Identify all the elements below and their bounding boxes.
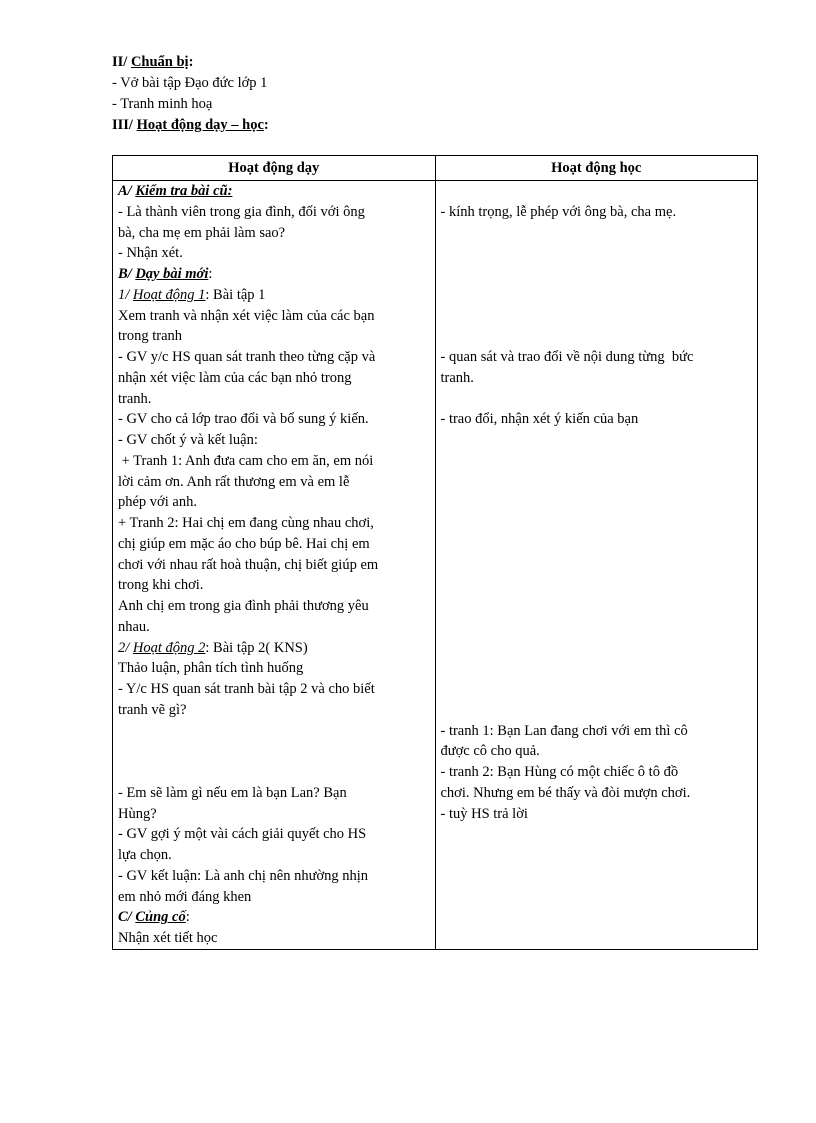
spacer-line — [441, 596, 754, 617]
learn-line: được cô cho quả. — [440, 743, 540, 760]
section-3-colon: : — [263, 117, 269, 133]
activity-2-number: 2/ — [118, 639, 130, 656]
section-2-heading — [112, 52, 269, 73]
teach-line: - GV cho cả lớp trao đổi và bổ sung ý kiến. — [118, 411, 369, 428]
part-b-title: Dạy bài mới — [135, 266, 209, 282]
part-c-title: Củng cố — [135, 909, 186, 926]
teach-line: trong tranh — [118, 328, 183, 345]
teach-line: - GV kết luận: Là anh chị nên nhường nhịn — [118, 867, 369, 884]
spacer-line — [441, 285, 754, 306]
teach-line: tranh. — [118, 390, 152, 407]
spacer-line — [441, 243, 754, 264]
teaching-column-header: Hoạt động dạy — [113, 156, 436, 181]
teach-line: nhau. — [118, 618, 150, 635]
section-2-colon: : — [188, 54, 194, 70]
section-3-heading — [112, 115, 269, 136]
section-3-number: III/ — [112, 117, 133, 133]
activity-1-number: 1/ — [118, 286, 130, 303]
teach-line: nhận xét việc làm của các bạn nhỏ trong — [118, 369, 352, 386]
teach-line: - GV gợi ý một vài cách giải quyết cho HS — [118, 826, 367, 843]
teach-line: Xem tranh và nhận xét việc làm của các bạn — [118, 307, 375, 324]
section-2-title: Chuẩn bị — [130, 54, 189, 70]
spacer-line — [441, 513, 754, 534]
spacer-line — [441, 264, 754, 285]
spacer-line — [441, 617, 754, 638]
spacer-line — [441, 472, 754, 493]
spacer-line — [441, 575, 754, 596]
spacer-line — [441, 306, 754, 327]
teach-line: chị giúp em mặc áo cho búp bê. Hai chị em — [118, 535, 370, 552]
teach-line: - Y/c HS quan sát tranh bài tập 2 và cho biết — [118, 681, 375, 697]
teach-line: chơi với nhau rất hoà thuận, chị biết giúp em — [118, 556, 379, 573]
spacer-line — [441, 181, 754, 202]
spacer-line — [441, 658, 754, 679]
teach-line: Nhận xét tiết học — [118, 930, 218, 946]
table-header-row — [113, 156, 758, 181]
activity-2-heading — [118, 638, 431, 659]
activity-2-title: Hoạt động 2 — [132, 639, 206, 656]
spacer-line — [441, 223, 754, 244]
spacer-line — [441, 430, 754, 451]
part-b-colon: : — [208, 266, 213, 282]
lesson-table — [112, 155, 758, 950]
teach-line: - Em sẽ làm gì nếu em là bạn Lan? Bạn — [118, 784, 347, 801]
learn-line: - tuỳ HS trả lời — [440, 805, 528, 822]
activity-1-subtitle: : Bài tập 1 — [205, 286, 266, 303]
spacer-line — [441, 638, 754, 659]
teach-line: - GV chốt ý và kết luận: — [118, 432, 258, 448]
spacer-line — [441, 679, 754, 700]
part-c-colon: : — [185, 909, 190, 926]
part-b-heading — [118, 264, 431, 285]
spacer-line — [441, 451, 754, 472]
learn-line: chơi. Nhưng em bé thấy và đòi mượn chơi. — [440, 784, 691, 801]
teach-line: Thảo luận, phân tích tình huống — [118, 660, 304, 677]
activity-2-subtitle: : Bài tập 2( KNS) — [205, 639, 308, 656]
part-c-number: C/ — [118, 909, 132, 926]
teach-line: - Là thành viên trong gia đình, đối với ông — [118, 203, 365, 220]
spacer-line — [118, 762, 431, 783]
learn-line: - tranh 1: Bạn Lan đang chơi với em thì cô — [440, 722, 688, 739]
spacer-line — [441, 555, 754, 576]
teaching-activities-cell — [113, 181, 436, 950]
learning-column-header: Hoạt động học — [435, 156, 758, 181]
activity-1-title: Hoạt động 1 — [132, 286, 206, 303]
teach-line: - Nhận xét. — [118, 245, 183, 262]
spacer-line — [441, 492, 754, 513]
table-body-row — [113, 181, 758, 950]
learning-activities-cell — [435, 181, 758, 950]
spacer-line — [118, 741, 431, 762]
learn-line: - kính trọng, lễ phép với ông bà, cha mẹ. — [440, 203, 677, 220]
teach-line: lời cảm ơn. Anh rất thương em và em lễ — [118, 473, 350, 490]
spacer-line — [441, 534, 754, 555]
part-a-heading — [118, 181, 431, 202]
learn-line: - tranh 2: Bạn Hùng có một chiếc ô tô đồ — [440, 764, 679, 780]
spacer-line — [441, 389, 754, 410]
teach-line: Hùng? — [118, 805, 157, 822]
spacer-line — [118, 721, 431, 742]
teach-line: em nhỏ mới đáng khen — [118, 888, 252, 905]
teach-line: bà, cha mẹ em phải làm sao? — [118, 224, 286, 241]
spacer-line — [441, 326, 754, 347]
document-header — [112, 52, 269, 136]
learn-line: - trao đổi, nhận xét ý kiến của bạn — [440, 411, 639, 428]
learn-line: tranh. — [440, 369, 474, 386]
teach-line: tranh vẽ gì? — [118, 701, 187, 718]
prep-item-2: - Tranh minh hoạ — [112, 96, 213, 112]
part-b-number: B/ — [118, 266, 132, 282]
teach-line: + Tranh 1: Anh đưa cam cho em ăn, em nói — [118, 452, 374, 469]
teach-line: - GV y/c HS quan sát tranh theo từng cặp và — [118, 349, 376, 365]
spacer-line — [441, 700, 754, 721]
teach-line: trong khi chơi. — [118, 577, 204, 594]
learn-line: - quan sát và trao đổi về nội dung từng bức — [440, 349, 694, 365]
teach-line: lựa chọn. — [118, 847, 172, 863]
teach-line: + Tranh 2: Hai chị em đang cùng nhau chơi, — [118, 515, 374, 531]
teach-line: phép với anh. — [118, 494, 197, 511]
part-a-title: Kiểm tra bài cũ: — [135, 183, 233, 199]
section-3-title: Hoạt động dạy – học — [136, 117, 264, 133]
section-2-number: II/ — [112, 54, 128, 70]
teach-line: Anh chị em trong gia đình phải thương yêu — [118, 598, 369, 614]
part-c-heading — [118, 907, 431, 928]
part-a-number: A/ — [118, 183, 132, 199]
activity-1-heading — [118, 285, 431, 306]
prep-item-1: - Vở bài tập Đạo đức lớp 1 — [112, 75, 268, 91]
